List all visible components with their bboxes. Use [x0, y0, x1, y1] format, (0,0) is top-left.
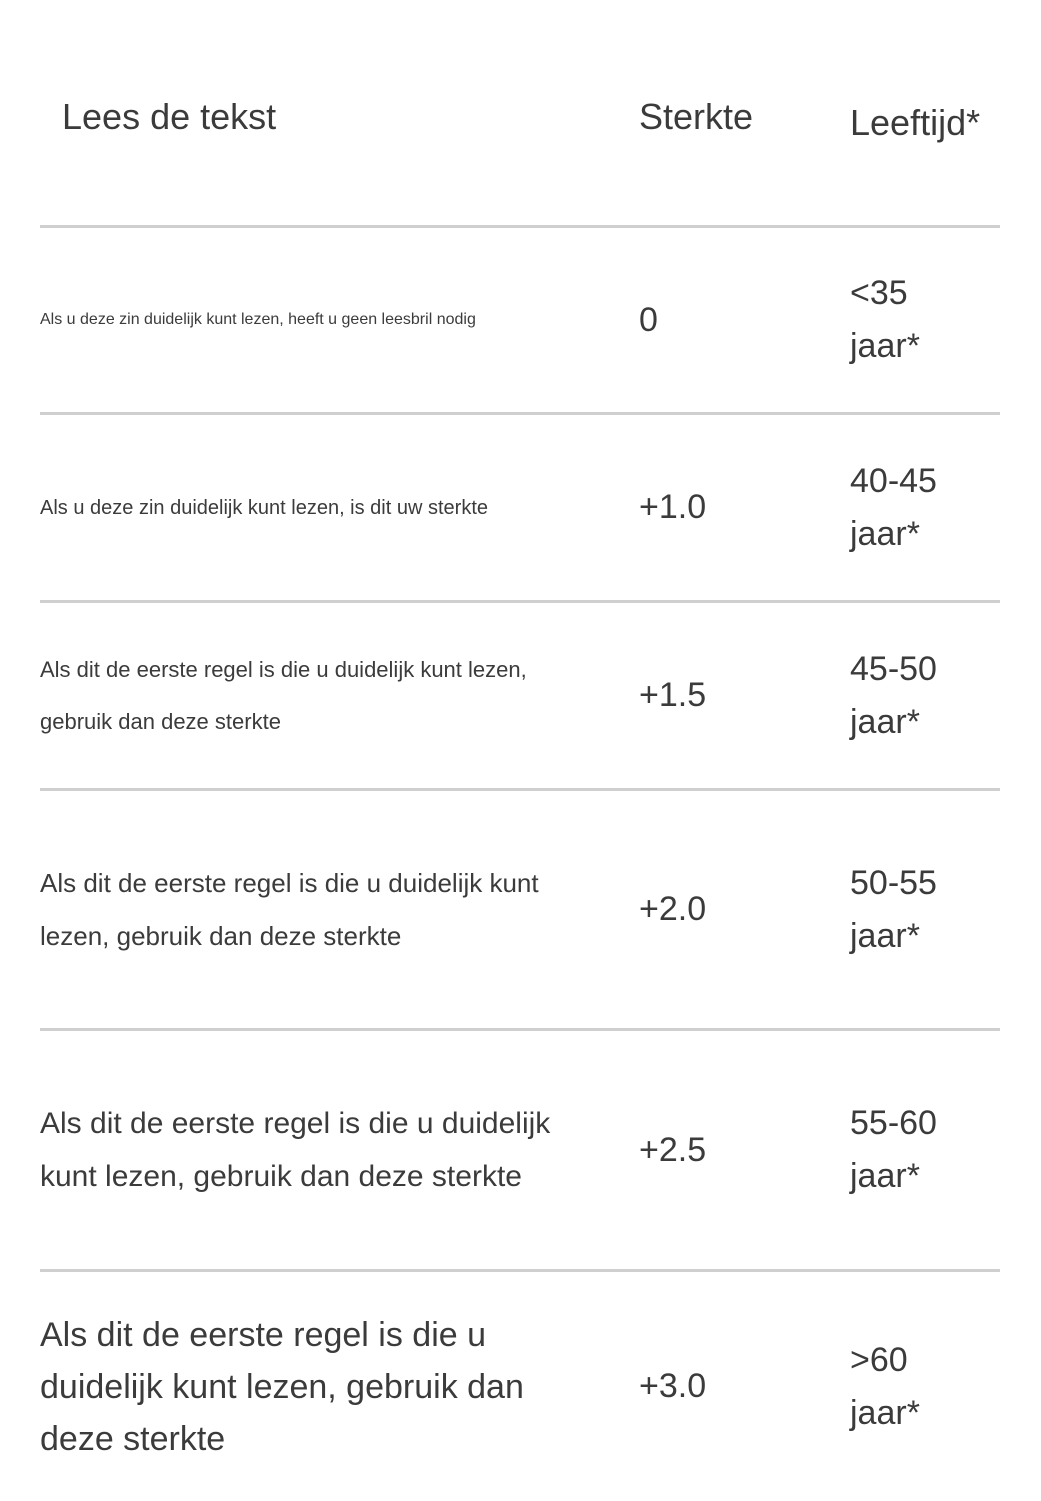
- table-row: [40, 1031, 1000, 1272]
- age-value: 45-50: [850, 649, 937, 688]
- age-range: [850, 857, 1000, 963]
- table-row: [40, 791, 1000, 1031]
- header-strength: Sterkte: [639, 96, 754, 137]
- strength-value: +3.0: [639, 1367, 707, 1405]
- header-text: Lees de tekst: [62, 96, 277, 137]
- age-range: [850, 643, 1000, 749]
- age-value: 55-60: [850, 1104, 937, 1142]
- strength-value: +2.5: [639, 1130, 707, 1169]
- age-range: [850, 455, 1000, 561]
- sample-text: Als u deze zin duidelijk kunt lezen, is dit uw sterkte: [40, 496, 488, 519]
- table-row: [40, 415, 1000, 603]
- age-value: 50-55: [850, 863, 937, 902]
- age-unit: jaar*: [850, 514, 920, 553]
- sample-text: Als dit de eerste regel is die u duidelijk kunt lezen, gebruik dan deze sterkte: [40, 1315, 524, 1458]
- strength-value: +2.0: [639, 890, 707, 928]
- reading-strength-table: [40, 0, 1000, 1501]
- strength-value: 0: [639, 300, 658, 339]
- age-unit: jaar*: [850, 702, 920, 741]
- age-unit: jaar*: [850, 1393, 920, 1432]
- sample-text: Als dit de eerste regel is die u duidelijk kunt lezen, gebruik dan deze sterkte: [40, 867, 539, 951]
- table-row: [40, 603, 1000, 791]
- age-value: >60: [850, 1340, 908, 1379]
- table-row: [40, 1272, 1000, 1501]
- sample-text: Als dit de eerste regel is die u duidelijk kunt lezen, gebruik dan deze sterkte: [40, 1107, 551, 1193]
- age-value: 40-45: [850, 461, 937, 500]
- age-unit: jaar*: [850, 1157, 920, 1195]
- strength-value: +1.0: [639, 488, 707, 526]
- sample-text: Als dit de eerste regel is die u duidelijk kunt lezen, gebruik dan deze sterkte: [40, 656, 527, 734]
- age-value: <35: [850, 274, 908, 312]
- age-range: [850, 1097, 1000, 1203]
- age-range: [850, 267, 1000, 373]
- age-unit: jaar*: [850, 916, 920, 955]
- sample-text: Als u deze zin duidelijk kunt lezen, heeft u geen leesbril nodig: [40, 311, 476, 328]
- table-header: [40, 0, 1000, 228]
- age-range: [850, 1334, 1000, 1440]
- table-row: [40, 228, 1000, 415]
- header-age: Leeftijd*: [850, 102, 981, 143]
- strength-value: +1.5: [639, 676, 707, 714]
- age-unit: jaar*: [850, 327, 920, 365]
